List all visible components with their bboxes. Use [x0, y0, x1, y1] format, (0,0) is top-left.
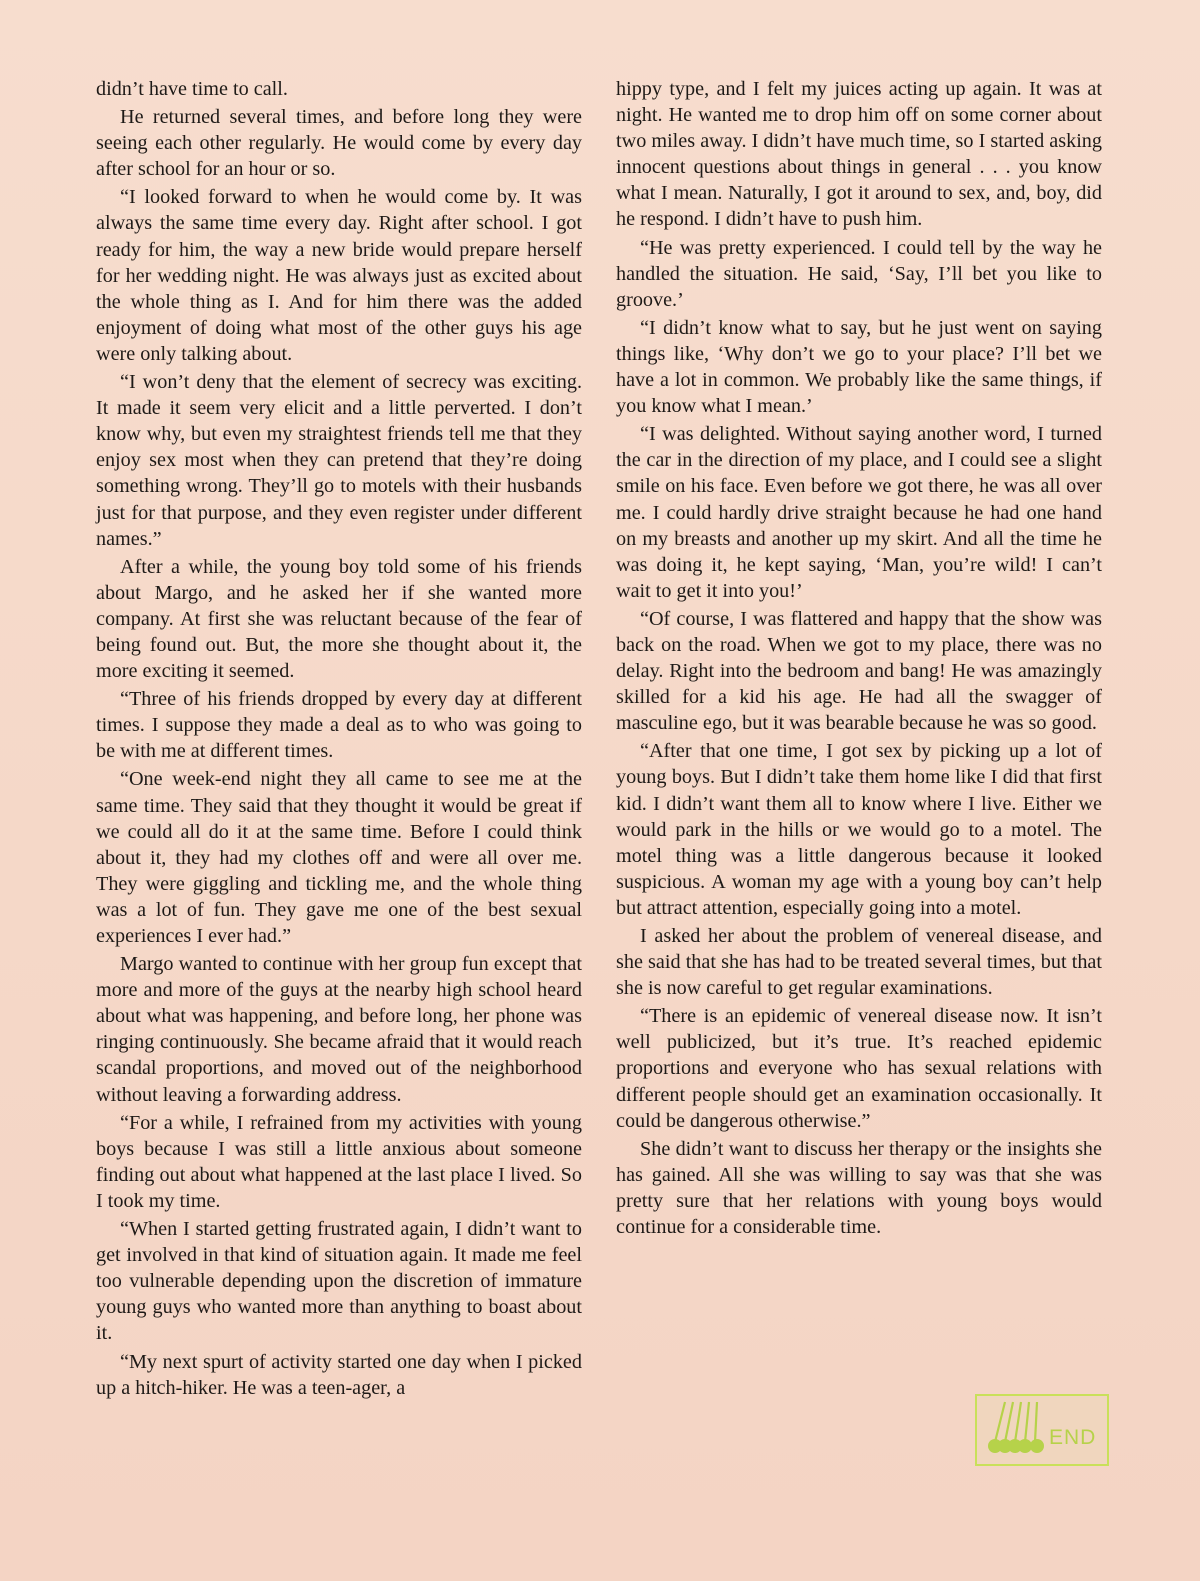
- paragraph: “I won’t deny that the element of secrecy was exciting. It made it seem very elicit and a little perverted. I don’t know why, but even my straightest friends tell me that they enjoy sex most when they can pretend that they’re doing something wrong. They’ll go to motels with their husbands just for that purpose, and they even register under different names.”: [96, 371, 582, 550]
- pendulum-balls-icon: [983, 1400, 1053, 1462]
- paragraph: I asked her about the problem of venereal disease, and she said that she has had to be treated several times, but that she is now careful to get regular examinations.: [616, 925, 1102, 1000]
- paragraph: “He was pretty experienced. I could tell by the way he handled the situation. He said, ‘Say, I’ll bet you like to groove.’: [616, 236, 1102, 311]
- paragraph: “When I started getting frustrated again, I didn’t want to get involved in that kind of situation again. It made me feel too vulnerable depending upon the discretion of immature young guys who wanted more than anything to boast about it.: [96, 1218, 582, 1345]
- paragraph: He returned several times, and before long they were seeing each other regularly. He would come by every day after school for an hour or so.: [96, 106, 582, 181]
- end-label: END: [1049, 1426, 1097, 1449]
- paragraph: “One week-end night they all came to see me at the same time. They said that they thought it would be great if we could all do it at the same time. Before I could think about it, they had my clothes off and were all over me. They were giggling and tickling me, and the whole thing was a lot of fun. They gave me one of the best sexual experiences I ever had.”: [96, 768, 582, 947]
- paragraph: “There is an epidemic of venereal disease now. It isn’t well publicized, but it’s true. It’s reached epidemic proportions and everyone who has sexual relations with different people should get an examination occasionally. It could be dangerous otherwise.”: [616, 1005, 1102, 1132]
- paragraph: “Of course, I was flattered and happy that the show was back on the road. When we got to my place, there was no delay. Right into the bedroom and bang! He was amazingly skilled for a kid his age. He had all the swagger of masculine ego, but it was bearable because he was so good.: [616, 607, 1102, 735]
- paragraph: After a while, the young boy told some of his friends about Margo, and he asked her if she wanted more company. At first she was reluctant because of the fear of being found out. But, the more she thought about it, the more exciting it seemed.: [96, 555, 582, 683]
- paragraph: hippy type, and I felt my juices acting up again. It was at night. He wanted me to drop him off on some corner about two miles away. I didn’t have much time, so I started asking innocent questions about things in general . . . you know what I mean. Naturally, I got it around to sex, and, boy, did he respond. I didn’t have to push him.: [616, 78, 1102, 231]
- paragraph: “After that one time, I got sex by picking up a lot of young boys. But I didn’t take them home like I did that first kid. I didn’t want them all to know where I live. Either we would park in the hills or we would go to a motel. The motel thing was a little dangerous because it looked suspicious. A woman my age with a young boy can’t help but attract attention, especially going into a motel.: [616, 740, 1102, 919]
- paragraph: didn’t have time to call.: [96, 78, 288, 100]
- paragraph: “I didn’t know what to say, but he just went on saying things like, ‘Why don’t we go to your place? I’ll bet we have a lot in common. We probably like the same things, if you know what I mean.’: [616, 316, 1102, 418]
- end-mark: [975, 1394, 1109, 1466]
- left-column: [96, 76, 582, 1403]
- paragraph: “Three of his friends dropped by every day at different times. I suppose they made a deal as to who was going to be with me at different times.: [96, 688, 582, 763]
- paragraph: “I was delighted. Without saying another word, I turned the car in the direction of my place, and I could see a slight smile on his face. Even before we got there, he was all over me. I could hardly drive straight because he had one hand on my breasts and another up my skirt. And all the time he was doing it, he kept saying, ‘Man, you’re wild! I can’t wait to get it into you!’: [616, 423, 1102, 602]
- paragraph: Margo wanted to continue with her group fun except that more and more of the guys at the nearby high school heard about what was happening, and before long, her phone was ringing continuously. She became afraid that it would reach scandal proportions, and moved out of the neighborhood without leaving a forwarding address.: [96, 953, 582, 1106]
- paragraph: “For a while, I refrained from my activities with young boys because I was still a little anxious about someone finding out about what happened at the last place I lived. So I took my time.: [96, 1111, 582, 1212]
- paragraph: “I looked forward to when he would come by. It was always the same time every day. Right after school. I got ready for him, the way a new bride would prepare herself for her wedding night. He was always just as excited about the whole thing as I. And for him there was the added enjoyment of doing what most of the other guys his age were only talking about.: [96, 186, 582, 365]
- right-column: [616, 76, 1102, 1242]
- paragraph: “My next spurt of activity started one day when I picked up a hitch-hiker. He was a teen-ager, a: [96, 1350, 582, 1399]
- paragraph: She didn’t want to discuss her therapy or the insights she has gained. All she was willing to say was that she was pretty sure that her relations with young boys would continue for a considerable time.: [616, 1137, 1102, 1239]
